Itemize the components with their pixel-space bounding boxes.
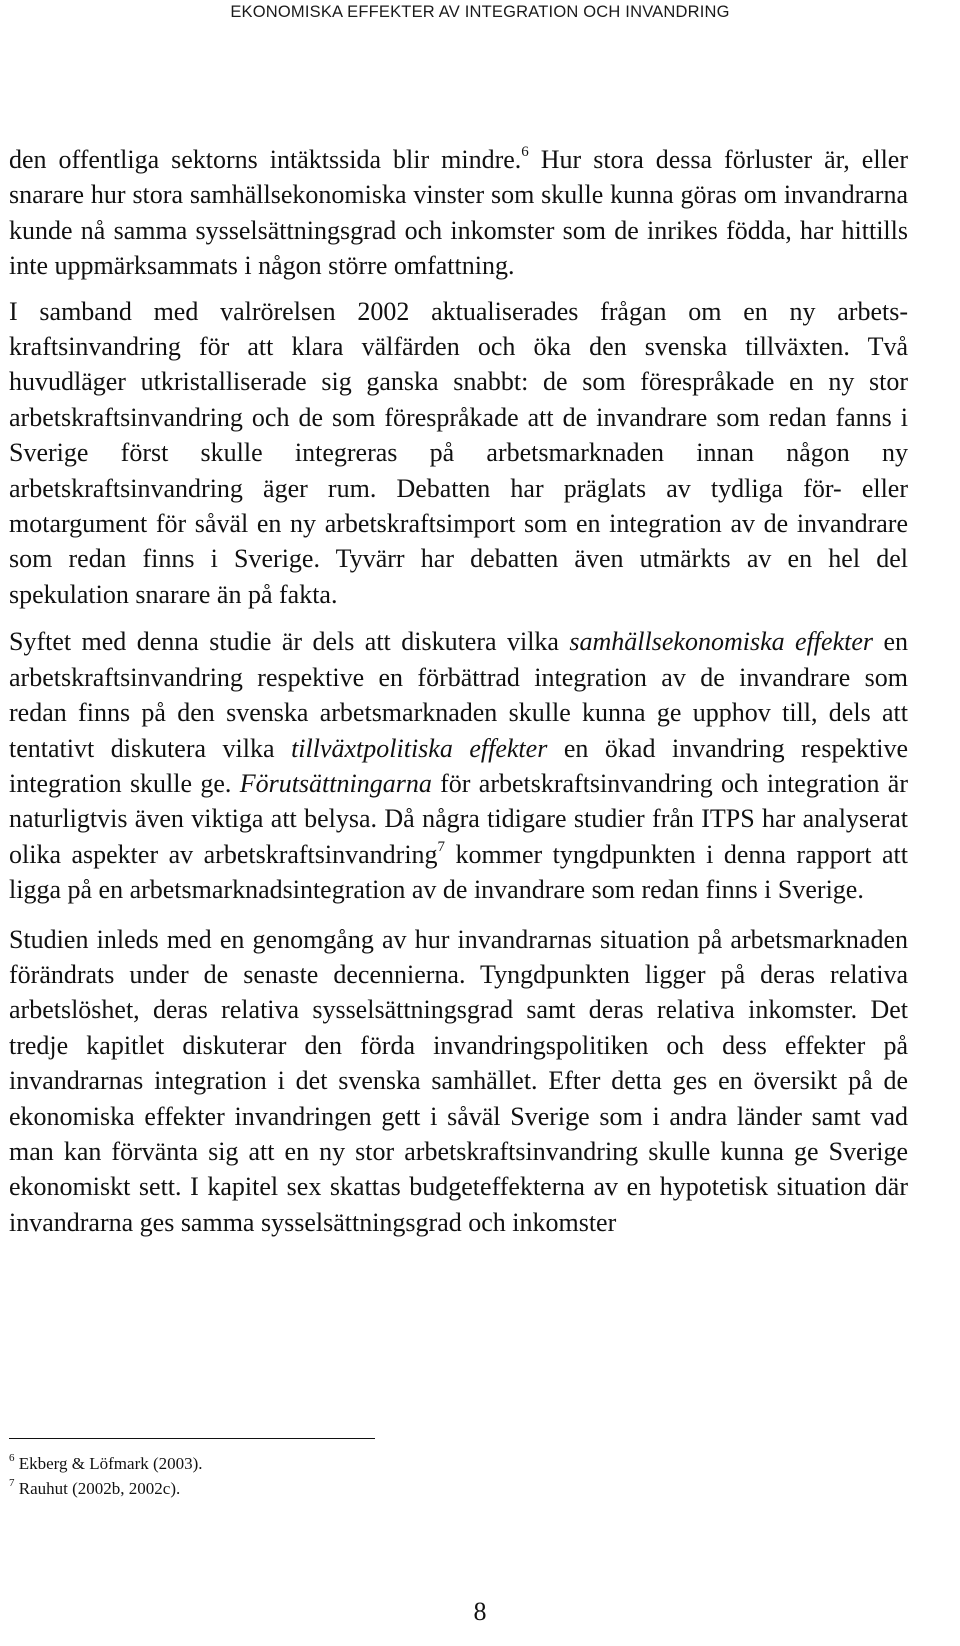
emphasis-tillvaxtpolitiska-effekter: tillväxtpolitiska effekter <box>291 733 548 763</box>
footnote-divider <box>9 1438 375 1439</box>
paragraph-1-text-a: den offentliga sektorns intäktssida blir mindre. <box>9 145 522 174</box>
paragraph-3-text-d: för arbetskraftsinvandring och integration är naturligtvis även viktiga att belysa. Då några tidigare studier från ITPS har analyserat olika aspekter av arbetskraftsinvandring <box>9 768 908 869</box>
paragraph-3-text-b: en arbetskraftsinvandring respektive en förbättrad integration av de invandrare som redan finns på den svenska arbetsmarknaden skulle kunna ge upphov till, dels att tentativt diskutera vilka <box>9 627 908 763</box>
page-number: 8 <box>473 1597 487 1626</box>
paragraph-4: Studien inleds med en genomgång av hur invandrarnas situation på arbetsmarknaden förändrats under de senaste decennierna. Tyngdpunkten ligger på deras relativa arbetslöshet, deras relativa sysselsättningsgrad samt deras relativa inkomster. Det tredje kapitlet diskuterar den förda invandringspolitiken och dess effekter på invandrarnas integration i det svenska samhället. Efter detta ges en översikt på de ekonomiska effekter invandringen gett i såväl Sverige som i andra länder samt vad man kan förvänta sig att en ny stor arbetskraftsinvandring skulle kunna ge Sverige ekonomiskt sett. I kapitel sex skattas budgeteffekterna av en hypotetisk situation där invandrarna ges samma sysselsättningsgrad och inkomster <box>9 924 908 1237</box>
paragraph-1-text-b: Hur stora dessa förluster är, eller snarare hur stora samhällsekonomiska vinster som skulle kunna göras om invandrarna kunde nå samma sysselsättningsgrad och inkomster som de inrikes födda, har hittills inte uppmärksammats i någon större omfattning. <box>9 145 908 281</box>
paragraph-3-text-a: Syftet med denna studie är dels att diskutera vilka <box>9 627 570 657</box>
emphasis-forutsattningarna: Förutsättningarna <box>239 768 432 798</box>
paragraph-3-text-e: kommer tyngdpunkten i denna rapport att ligga på en arbetsmarknadsintegration av de invandrare som redan finns i Sverige. <box>9 839 908 905</box>
footnote-6 <box>9 1451 609 1476</box>
footnote-number: 6 <box>9 1452 15 1465</box>
footnote-text: Rauhut (2002b, 2002c). <box>14 1479 181 1498</box>
paragraph-3-text-c: en ökad invandring respektive integration skulle ge. <box>9 733 908 798</box>
footnotes <box>9 1451 609 1501</box>
footnote-text: Ekberg & Löfmark (2003). <box>14 1454 203 1473</box>
footnote-number: 7 <box>9 1477 15 1490</box>
footnote-ref-7: 7 <box>437 839 446 856</box>
running-header: EKONOMISKA EFFEKTER AV INTEGRATION OCH INVANDRING <box>230 3 730 21</box>
paragraph-2: I samband med valrörelsen 2002 aktualiserades frågan om en ny arbetskraftsinvandring för att klara välfärden och öka den svenska tillväxten. Två huvudläger utkristalliserade sig ganska snabbt: de som förespråkade en ny stor arbetskraftsinvandring och de som förespråkade att de invandrare som redan fanns i Sverige först skulle integreras på arbetsmarknaden innan någon ny arbetskraftsinvandring äger rum. Debatten har präglats av tydliga för- eller motargument för såväl en ny arbetskraftsimport som en integration av de invandrare som redan finns i Sverige. Tyvärr har debatten även utmärkts av en hel del spekulation snarare än på fakta. <box>9 296 908 609</box>
paragraph-3 <box>9 624 908 907</box>
footnote-7 <box>9 1476 609 1501</box>
footnote-ref-6: 6 <box>521 144 529 161</box>
paragraph-1 <box>9 142 908 284</box>
page-body <box>9 142 908 1252</box>
emphasis-samhallsekonomiska-effekter: samhällsekonomiska effekter <box>569 627 873 657</box>
